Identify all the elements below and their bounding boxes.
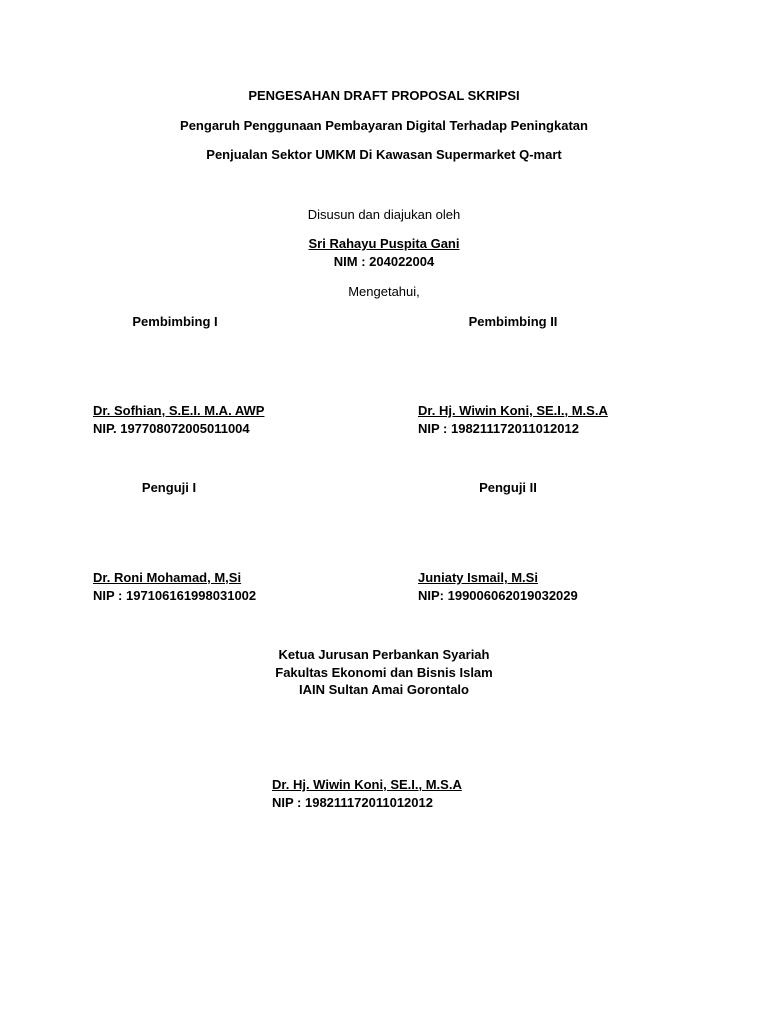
examiner-1-name: Dr. Roni Mohamad, M,Si [93,570,242,585]
document-title: PENGESAHAN DRAFT PROPOSAL SKRIPSI [248,88,520,103]
acknowledge-text: Mengetahui, [348,284,420,299]
author-intro: Disusun dan diajukan oleh [307,207,461,222]
examiner-1-nip: NIP : 197106161998031002 [93,588,257,603]
author-name: Sri Rahayu Puspita Gani [308,236,460,251]
department-line-2: Fakultas Ekonomi dan Bisnis Islam [275,665,493,680]
supervisor-1-label: Pembimbing I [132,314,218,329]
thesis-title-line-1: Pengaruh Penggunaan Pembayaran Digital Terhadap Peningkatan [180,118,588,133]
department-head-nip: NIP : 198211172011012012 [272,795,433,810]
supervisor-2-name: Dr. Hj. Wiwin Koni, SE.I., M.S.A [418,403,608,418]
supervisor-2-nip: NIP : 198211172011012012 [418,421,579,436]
department-head-name: Dr. Hj. Wiwin Koni, SE.I., M.S.A [272,777,462,792]
author-nim: NIM : 204022004 [333,254,435,269]
author-name-wrap [0,236,768,252]
examiner-2-name: Juniaty Ismail, M.Si [418,570,538,585]
thesis-title-line-2: Penjualan Sektor UMKM Di Kawasan Supermarket Q-mart [206,147,562,162]
department-line-1: Ketua Jurusan Perbankan Syariah [278,647,490,662]
supervisor-1-name: Dr. Sofhian, S.E.I. M.A. AWP [93,403,265,418]
examiner-2-nip: NIP: 199006062019032029 [418,588,578,603]
examiner-2-label: Penguji II [479,480,537,495]
supervisor-2-label: Pembimbing II [468,314,558,329]
examiner-1-label: Penguji I [141,480,197,495]
department-line-3: IAIN Sultan Amai Gorontalo [299,682,469,697]
supervisor-1-nip: NIP. 197708072005011004 [93,421,250,436]
